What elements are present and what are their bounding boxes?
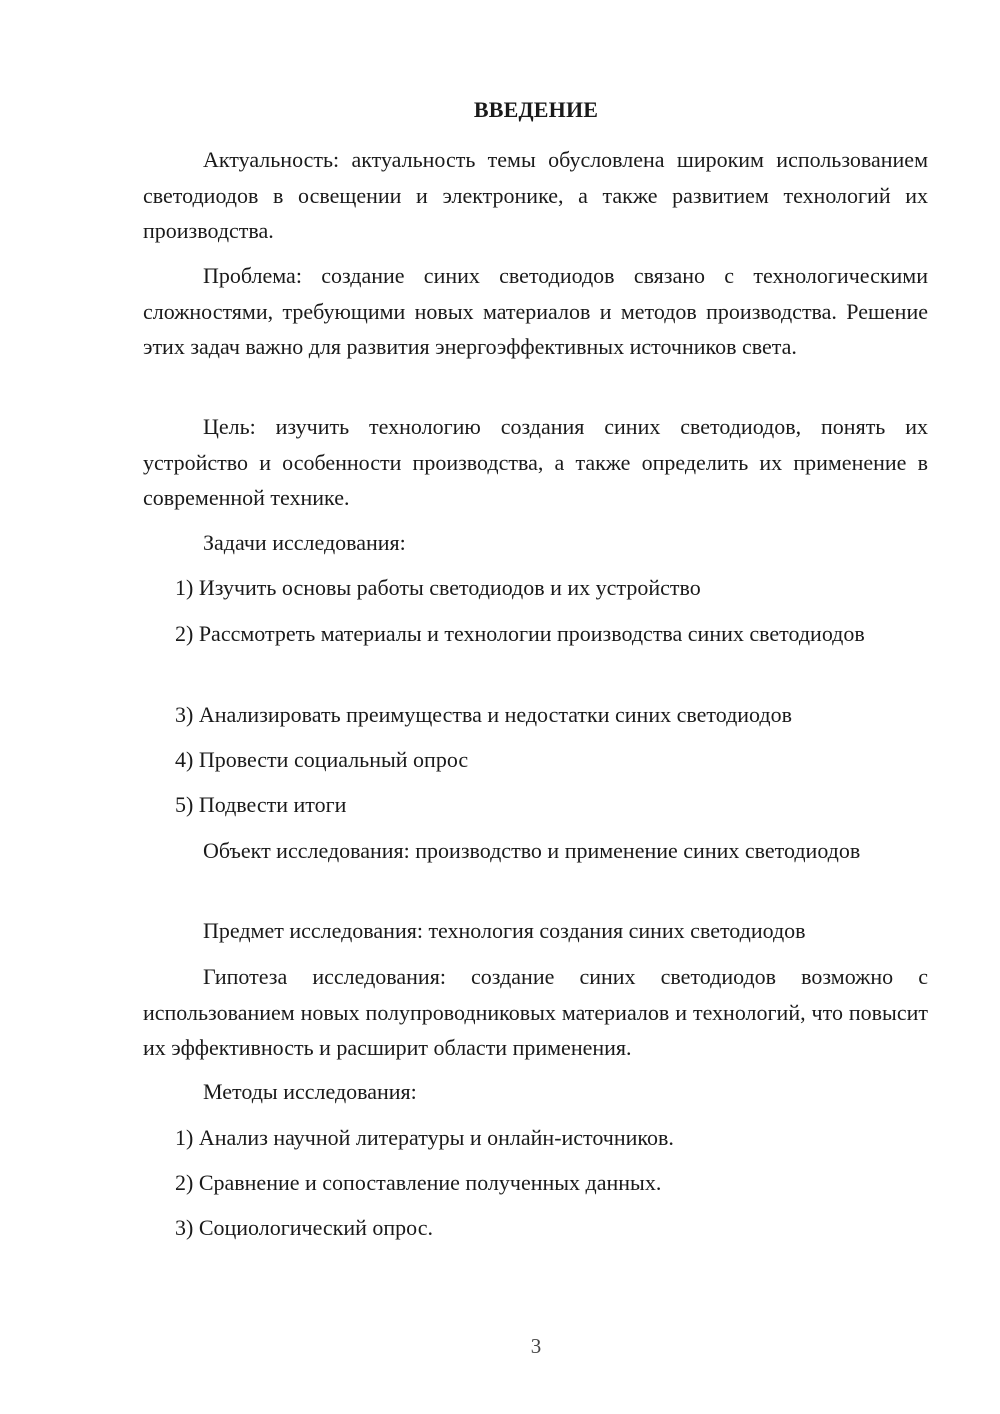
paragraph-object: Объект исследования: производство и применение синих светодиодов xyxy=(203,838,861,863)
paragraph-hypothesis: Гипотеза исследования: создание синих светодиодов возможно с использованием новых полупроводниковых материалов и технологий, что повысит их эффективность и расширит области применения. xyxy=(143,964,928,1060)
method-item-2: 2) Сравнение и сопоставление полученных данных. xyxy=(175,1170,662,1195)
page-number: 3 xyxy=(530,1334,542,1358)
task-item-1: 1) Изучить основы работы светодиодов и их устройство xyxy=(175,575,701,600)
page-title: ВВЕДЕНИЕ xyxy=(473,97,599,122)
tasks-heading: Задачи исследования: xyxy=(203,530,406,555)
method-item-3: 3) Социологический опрос. xyxy=(175,1215,433,1240)
paragraph-subject: Предмет исследования: технология создания синих светодиодов xyxy=(203,918,806,943)
paragraph-problem: Проблема: создание синих светодиодов связано с технологическими сложностями, требующими новых материалов и методов производства. Решение этих задач важно для развития энергоэффективных источников света. xyxy=(143,263,928,359)
paragraph-relevance: Актуальность: актуальность темы обусловлена широким использованием светодиодов в освещении и электронике, а также развитием технологий их производства. xyxy=(143,147,928,243)
task-item-4: 4) Провести социальный опрос xyxy=(175,747,469,772)
task-item-5: 5) Подвести итоги xyxy=(175,792,347,817)
task-item-2: 2) Рассмотреть материалы и технологии производства синих светодиодов xyxy=(175,621,865,646)
methods-heading: Методы исследования: xyxy=(203,1079,417,1104)
task-item-3: 3) Анализировать преимущества и недостатки синих светодиодов xyxy=(175,702,792,727)
paragraph-goal: Цель: изучить технологию создания синих светодиодов, понять их устройство и особенности производства, а также определить их применение в современной технике. xyxy=(143,414,928,510)
method-item-1: 1) Анализ научной литературы и онлайн-источников. xyxy=(175,1125,674,1150)
